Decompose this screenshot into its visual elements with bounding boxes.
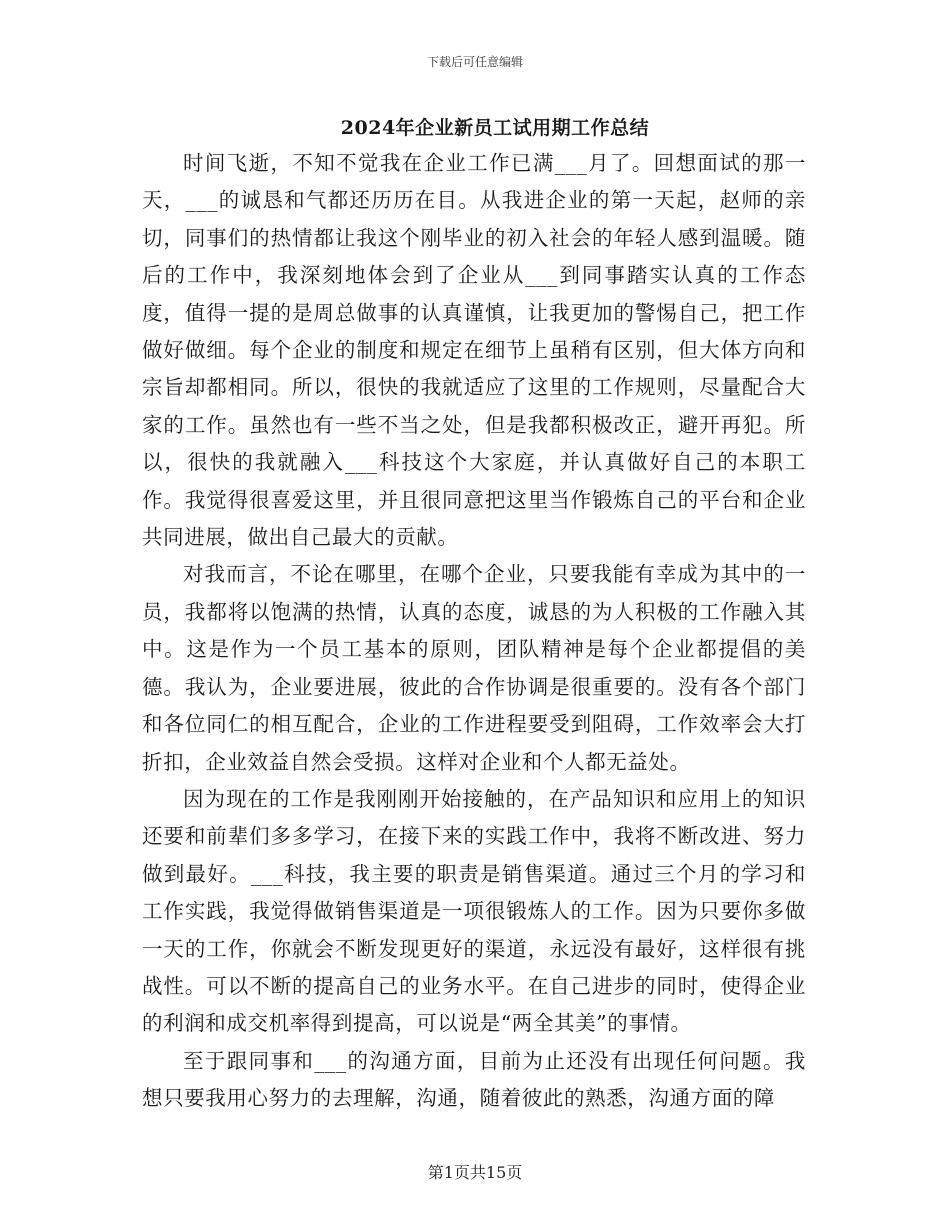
paragraph: 对我而言，不论在哪里，在哪个企业，只要我能有幸成为其中的一员，我都将以饱满的热情，认真的态度，诚恳的为人积极的工作融入其中。这是作为一个员工基本的原则，团队精神是每个企业都提倡的美德。我认为，企业要进展，彼此的合作协调是很重要的。没有各个部门和各位同仁的相互配合，企业的工作进程要受到阻碍，工作效率会大打折扣，企业效益自然会受损。这样对企业和个人都无益处。	[142, 562, 806, 774]
paragraph: 至于跟同事和___的沟通方面，目前为止还没有出现任何问题。我想只要我用心努力的去理解，沟通，随着彼此的熟悉，沟通方面的障	[142, 1048, 806, 1111]
download-note: 下载后可任意编辑	[426, 55, 523, 69]
document-body	[142, 145, 806, 1118]
page-number: 第1页共15页	[427, 1163, 523, 1182]
document-title: 2024年企业新员工试用期工作总结	[340, 117, 650, 139]
paragraph: 时间飞逝，不知不觉我在企业工作已满___月了。回想面试的那一天，___的诚恳和气都还历历在目。从我进企业的第一天起，赵师的亲切，同事们的热情都让我这个刚毕业的初入社会的年轻人感到温暖。随后的工作中，我深刻地体会到了企业从___到同事踏实认真的工作态度，值得一提的是周总做事的认真谨慎，让我更加的警惕自己，把工作做好做细。每个企业的制度和规定在细节上虽稍有区别，但大体方向和宗旨却都相同。所以，很快的我就适应了这里的工作规则，尽量配合大家的工作。虽然也有一些不当之处，但是我都积极改正，避开再犯。所以，很快的我就融入___科技这个大家庭，并认真做好自己的本职工作。我觉得很喜爱这里，并且很同意把这里当作锻炼自己的平台和企业共同进展，做出自己最大的贡献。	[142, 151, 806, 550]
paragraph: 因为现在的工作是我刚刚开始接触的，在产品知识和应用上的知识还要和前辈们多多学习，在接下来的实践工作中，我将不断改进、努力做到最好。___科技，我主要的职责是销售渠道。通过三个月的学习和工作实践，我觉得做销售渠道是一项很锻炼人的工作。因为只要你多做一天的工作，你就会不断发现更好的渠道，永远没有最好，这样很有挑战性。可以不断的提高自己的业务水平。在自己进步的同时，使得企业的利润和成交机率得到提高，可以说是“两全其美”的事情。	[142, 786, 806, 1036]
